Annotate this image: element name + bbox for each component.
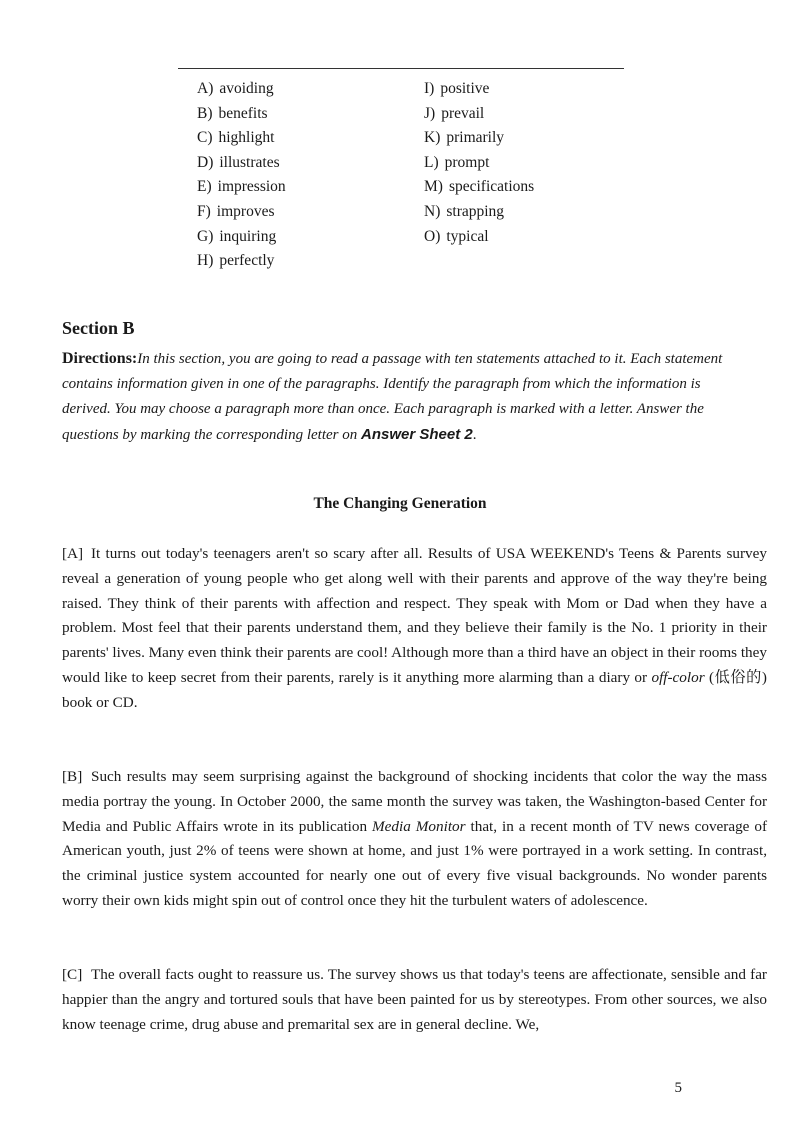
paragraph-text: The overall facts ought to reassure us. The survey shows us that today's teens are affectionate, sensible and far happier than the angry and tortured souls that have been painted for us by stereotypes. From other sources, we also know teenage crime, drug abuse and premarital sex are in general decline. We, (62, 966, 767, 1033)
option-letter: L) (424, 153, 439, 171)
option-letter: B) (197, 104, 213, 122)
option-word: highlight (218, 129, 275, 147)
answer-sheet-reference: Answer Sheet 2 (361, 426, 473, 443)
option-word: typical (446, 227, 489, 245)
word-option (197, 175, 286, 200)
option-word: benefits (218, 104, 268, 122)
paragraph-text: Such results may seem surprising against the background of shocking incidents that color the way the mass media portray the young. In October 2000, the same month the survey was taken, the Washington-based Center for Media and Public Affairs wrote in its publication (62, 768, 767, 835)
directions-text: In this section, you are going to read a passage with ten statements attached to it. Each statement contains information given in one of the paragraphs. Identify the paragraph from which the information is derived. You may choose a paragraph more than once. Each paragraph is marked with a letter. Answer the questions by marking the corresponding letter on (62, 351, 723, 443)
word-option (424, 175, 534, 200)
page-number: 5 (674, 1080, 682, 1096)
option-word: prevail (441, 104, 485, 122)
top-divider (178, 68, 624, 69)
paragraph-a (62, 542, 767, 716)
option-letter: J) (424, 104, 436, 122)
option-word: perfectly (219, 252, 275, 270)
paragraph-c (62, 963, 767, 1037)
word-option (424, 151, 534, 176)
word-option (197, 151, 286, 176)
word-option (197, 126, 286, 151)
word-option (197, 102, 286, 127)
option-letter: H) (197, 252, 214, 270)
word-option (197, 249, 286, 274)
option-letter: I) (424, 80, 435, 97)
directions-label: Directions: (62, 350, 138, 367)
option-word: prompt (444, 153, 490, 171)
directions-end: . (472, 427, 477, 443)
paragraph-text: It turns out today's teenagers aren't so scary after all. Results of USA WEEKEND's Teens & Parents survey reveal a generation of young people who get along well with their parents and approve of the way they're being raised. They think of their parents with affection and respect. They speak with Mom or Dad when they have a problem. Most feel that their parents understand them, and they believe their family is the No. 1 priority in their parents' lives. Many even think their parents are cool! Although more than a third have an object in their rooms they would like to keep secret from their parents, rarely is it anything more alarming than a diary or (62, 545, 767, 686)
word-option (197, 77, 286, 102)
option-word: positive (440, 80, 490, 97)
option-word: avoiding (219, 80, 274, 97)
word-option (424, 102, 534, 127)
option-word: strapping (446, 202, 505, 220)
option-word: illustrates (219, 153, 280, 171)
paragraph-label: [B] (62, 768, 83, 785)
word-option (424, 200, 534, 225)
paragraph-b (62, 765, 767, 914)
word-option (424, 126, 534, 151)
paragraph-label: [A] (62, 545, 84, 562)
option-word: primarily (446, 129, 505, 147)
word-option (197, 200, 286, 225)
directions (62, 346, 752, 448)
word-option (424, 77, 534, 102)
option-letter: G) (197, 227, 214, 245)
option-letter: O) (424, 227, 441, 245)
option-word: inquiring (219, 227, 277, 245)
word-bank-right-column (424, 77, 534, 249)
option-word: specifications (448, 178, 535, 196)
paragraph-italic-term: off-color (651, 668, 705, 686)
option-letter: K) (424, 129, 441, 147)
word-option (424, 225, 534, 250)
option-letter: E) (197, 178, 212, 196)
paragraph-text-end: (低俗的) book or CD. (62, 668, 767, 711)
word-option (197, 225, 286, 250)
option-word: improves (216, 202, 275, 220)
publication-title: Media Monitor (372, 817, 466, 835)
option-word: impression (217, 178, 286, 196)
option-letter: D) (197, 153, 214, 171)
option-letter: M) (424, 178, 443, 196)
passage-title: The Changing Generation (313, 495, 487, 512)
option-letter: F) (197, 202, 211, 220)
section-title: Section B (62, 318, 135, 338)
paragraph-text-end: that, in a recent month of TV news coverage of American youth, just 2% of teens were shown at home, and just 1% were portrayed in a work setting. In contrast, the criminal justice system accounted for nearly one out of every five visual backgrounds. No wonder parents worry their own kids might spin out of control once they hit the turbulent waters of adolescence. (62, 817, 768, 909)
option-letter: N) (424, 202, 441, 220)
option-letter: C) (197, 129, 213, 147)
option-letter: A) (197, 80, 214, 97)
word-bank-left-column (197, 77, 286, 274)
paragraph-label: [C] (62, 966, 83, 983)
